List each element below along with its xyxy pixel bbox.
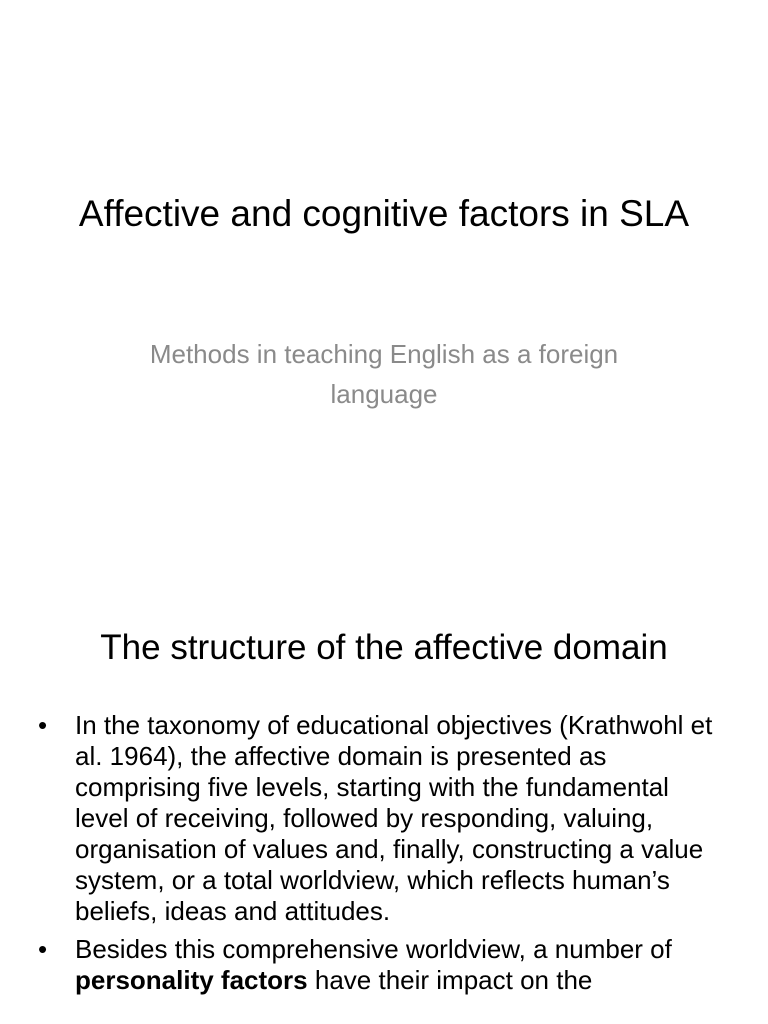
bullet-list [38, 710, 728, 1003]
bullet-item [38, 934, 728, 996]
slide-heading: The structure of the affective domain [100, 628, 668, 667]
bullet-text-bold: personality factors [75, 965, 308, 995]
bullet-item [38, 710, 728, 927]
bullet-text: In the taxonomy of educational objectives (Krathwohl et al. 1964), the affective domain is presented as comprising five levels, starting with the fundamental level of receiving, followed by responding, valuing, organisation of values and, finally, constructing a value system, or a total worldview, which reflects human’s beliefs, ideas and attitudes. [75, 710, 713, 926]
bullet-marker: • [38, 710, 48, 740]
content-slide [0, 576, 768, 1024]
bullet-marker: • [38, 934, 48, 964]
bullet-text-start: Besides this comprehensive worldview, a number of [75, 934, 672, 964]
bullet-text-end: have their impact on the [307, 965, 593, 995]
slide-subtitle: Methods in teaching English as a foreign language [149, 339, 619, 409]
slide-title: Affective and cognitive factors in SLA [78, 193, 690, 234]
